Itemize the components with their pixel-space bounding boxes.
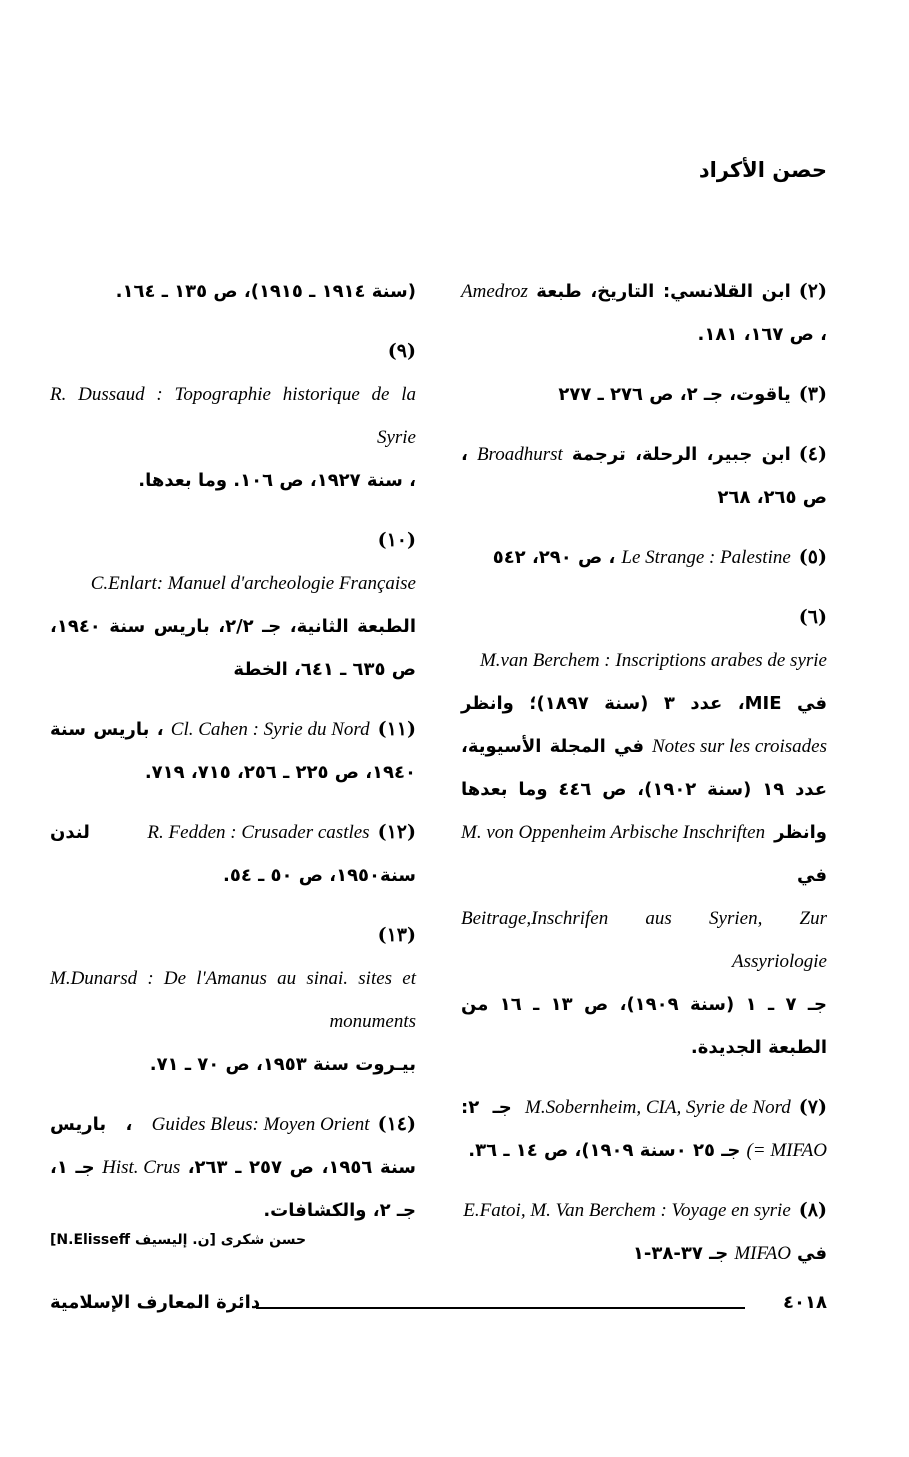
footnote-latin-citation: M.Dunarsd : De l'Amanus au sinai. sites et monuments [50,968,416,1032]
footnote [50,708,416,794]
footnote-latin-citation: Cl. Cahen : Syrie du Nord [170,719,370,740]
footnote-text: ابن القلانسي: التاريخ، طبعة [536,281,791,302]
footnote-number: (٣) [798,383,827,405]
footnote-latin-citation: C.Enlart: Manuel d'archeologie Française [90,573,416,594]
footnote-text: جـ ٧ ـ ١ (سنة ١٩٠٩)، ص ١٣ ـ ١٦ من الطبعة الجديدة. [461,994,828,1058]
footnote-text: في المجلة الأسيوية، عدد ١٩ (سنة ١٩٠٢)، ص ٤٤٦ وما بعدها وانظر [461,736,827,843]
footnote [461,1189,827,1275]
page-number: ٤٠١٨ [783,1292,827,1313]
footnote-text: ، ص ٢٦٥، ٢٦٨ [461,444,827,508]
footnote-latin-citation: Beitrage,Inschrifen aus Syrien, Zur Assyriologie [461,908,827,972]
footnote-latin-citation: Notes sur les croisades [651,736,827,757]
footnote-latin-citation: MIFAO [734,1243,791,1264]
footnote-latin-citation: Broadhurst [476,444,563,465]
footnote-text: في MIE، عدد ٣ (سنة ١٨٩٧)؛ وانظر [461,693,827,714]
footnote-number: (٧) [798,1096,827,1118]
footnote [50,330,416,502]
footnote-text: جـ ٢٥ ٠سنة ١٩٠٩)، ص ١٤ ـ ٣٦. [468,1140,741,1161]
footnote-latin-citation: (= MIFAO [746,1140,827,1161]
footnote [50,914,416,1086]
footnote-latin-citation: Le Strange : Palestine [621,547,791,568]
footnote [461,536,827,579]
footnote [461,433,827,519]
footnote-text: ، باريس سنة ١٩٤٠، ص ٢٢٥ ـ ٢٥٦، ٧١٥، ٧١٩. [50,719,416,783]
footnote-latin-citation: Amedroz [461,281,528,302]
footer-divider [256,1307,745,1309]
footnote [461,373,827,416]
footnote [50,1103,416,1232]
footnote-latin-citation: Hist. Crus [102,1157,181,1178]
footnote-text: جـ ٢: [461,1097,512,1118]
footnote-text: ، ص ٢٩٠، ٥٤٢ [492,547,616,568]
footnote-text: ، ص ١٦٧، ١٨١. [697,324,827,345]
footnote-text: في [797,1243,827,1264]
footnote-text: لندن سنة١٩٥٠، ص ٥٠ ـ ٥٤. [50,822,416,886]
notes-column-right [461,270,827,1292]
footnote-latin-citation: R. Fedden : Crusader castles [147,822,370,843]
footnote-text: الطبعة الثانية، جـ ٢/٢، باريس سنة ١٩٤٠، ص ٦٣٥ ـ ٦٤١، الخطة [50,616,416,680]
running-head-title: حصن الأكراد [698,158,827,182]
footnote-latin-citation: M.Sobernheim, CIA, Syrie de Nord [525,1097,791,1118]
footnote-latin-citation: E.Fatoi, M. Van Berchem : Voyage en syrie [463,1200,791,1221]
footnote-number: (١٢) [377,821,416,843]
footnote-text: جـ ١، جـ ٢، والكشافات. [50,1157,416,1221]
page-footer [50,1292,827,1322]
footnote-number: (١٠) [377,529,416,551]
footnote-latin-citation: R. Dussaud : Topographie historique de la Syrie [50,384,416,448]
footer-publication-title: دائرة المعارف الإسلامية [50,1292,261,1313]
footnote [461,596,827,1069]
footnote [461,1086,827,1172]
footnote-text: ، باريس سنة ١٩٥٦، ص ٢٥٧ ـ ٢٦٣، [50,1114,416,1178]
footnote [461,270,827,356]
footnote-number: (٥) [798,546,827,568]
footnote-number: (٩) [387,340,416,362]
footnote-text: ياقوت، جـ ٢، ص ٢٧٦ ـ ٢٧٧ [558,384,791,405]
footnote-text: جـ ٣٧-٣٨-١ [632,1243,729,1264]
article-author: حسن شكرى [ن. إليسيف N.Elisseff] [50,1232,307,1248]
footnote-text: (سنة ١٩١٤ ـ ١٩١٥)، ص ١٣٥ ـ ١٦٤. [115,281,416,302]
footnote-latin-citation: M.van Berchem : Inscriptions arabes de syrie [479,650,827,671]
footnote [50,519,416,691]
footnote-number: (٤) [798,443,827,465]
footnote [50,811,416,897]
footnote-latin-citation: Guides Bleus: Moyen Orient [151,1114,370,1135]
footnote-text: بيـروت سنة ١٩٥٣، ص ٧٠ ـ ٧١. [149,1054,416,1075]
footnote-number: (١٣) [377,924,416,946]
footnote-number: (٢) [798,280,827,302]
footnote-latin-citation: M. von Oppenheim Arbische Inschriften [461,822,766,843]
footnote [50,270,416,313]
footnote-number: (٦) [798,606,827,628]
footnote-text: في [797,865,827,886]
notes-column-left [50,270,416,1249]
footnote-text: ابن جبير، الرحلة، ترجمة [571,444,791,465]
footnote-number: (١١) [377,718,417,740]
footnote-text: ، سنة ١٩٢٧، ص ١٠٦. وما بعدها. [138,470,416,491]
footnote-number: (١٤) [377,1113,417,1135]
footnote-number: (٨) [798,1199,827,1221]
